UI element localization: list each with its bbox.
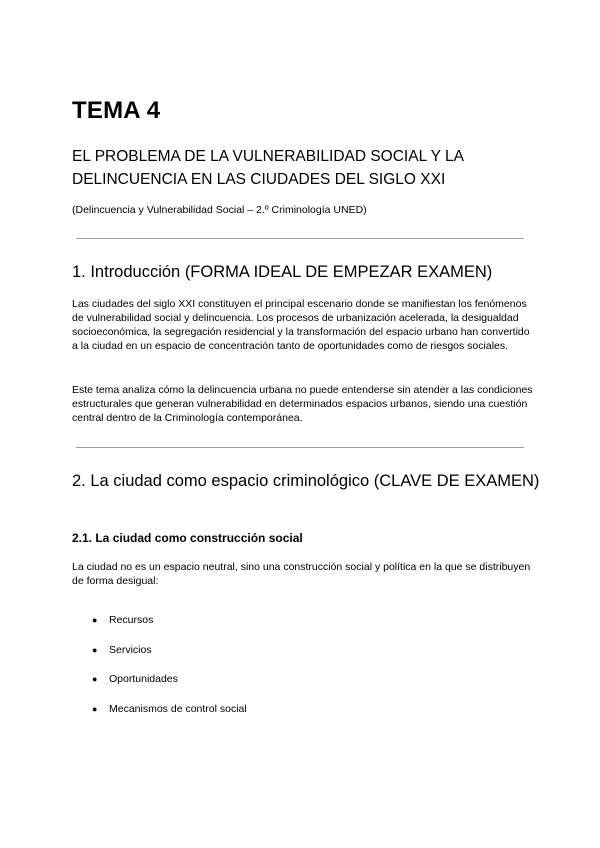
list-item-text: Oportunidades xyxy=(109,673,178,685)
source-note: (Delincuencia y Vulnerabilidad Social – 2.º Criminología UNED) xyxy=(72,204,367,216)
list-item xyxy=(92,643,152,657)
list-item-text: Servicios xyxy=(109,644,152,656)
divider xyxy=(76,447,524,448)
bullet-icon: ● xyxy=(92,645,98,655)
section-1-paragraph-2: Este tema analiza cómo la delincuencia urbana no puede entenderse sin atender a las condiciones estructurales que generan vulnerabilidad en determinados espacios urbanos, siendo una cuestión central dentro de la Criminología contemporánea. xyxy=(72,384,533,424)
bullet-icon: ● xyxy=(92,704,98,714)
subsection-2-1-paragraph: La ciudad no es un espacio neutral, sino una construcción social y política en la que se distribuyen de forma desigual: xyxy=(72,561,531,587)
list-item-text: Mecanismos de control social xyxy=(109,703,247,715)
subsection-2-1-heading: 2.1. La ciudad como construcción social xyxy=(72,531,303,545)
divider xyxy=(76,238,524,239)
section-1-heading: 1. Introducción (FORMA IDEAL DE EMPEZAR EXAMEN) xyxy=(72,263,493,281)
document-subtitle: EL PROBLEMA DE LA VULNERABILIDAD SOCIAL Y LA DELINCUENCIA EN LAS CIUDADES DEL SIGLO XXI xyxy=(72,148,464,188)
list-item-text: Recursos xyxy=(109,614,154,626)
bullet-icon: ● xyxy=(92,615,98,625)
section-1-paragraph-1: Las ciudades del siglo XXI constituyen el principal escenario donde se manifiestan los fenómenos de vulnerabilidad social y delincuencia. Los procesos de urbanización acelerada, la desigualdad socioeconómica, la segregación residencial y la transformación del espacio urbano han convertido a la ciudad en un espacio de concentración tanto de oportunidades como de riesgos sociales. xyxy=(72,298,530,352)
list-item xyxy=(92,702,247,716)
section-2-heading: 2. La ciudad como espacio criminológico (CLAVE DE EXAMEN) xyxy=(72,472,540,490)
bullet-icon: ● xyxy=(92,674,98,684)
list-item xyxy=(92,613,153,627)
page-title: TEMA 4 xyxy=(72,97,161,124)
list-item xyxy=(92,672,178,686)
